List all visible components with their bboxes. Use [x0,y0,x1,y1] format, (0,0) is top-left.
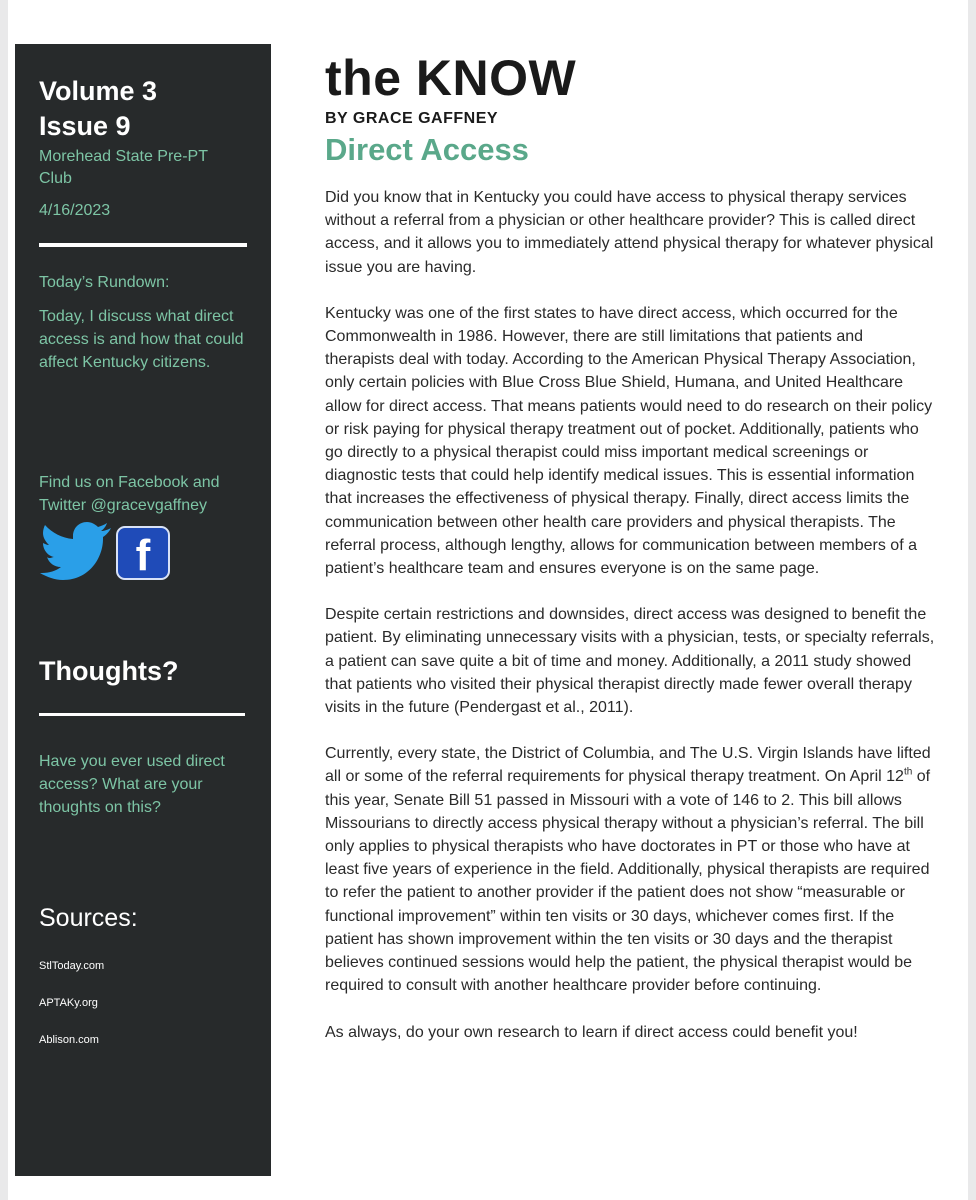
social-icons-graphic [39,518,189,582]
source-link[interactable]: Ablison.com [39,1034,99,1046]
sources-heading: Sources: [39,904,138,932]
newsletter-page [8,0,968,1200]
article-body [325,186,935,1067]
paragraph: Despite certain restrictions and downsides, direct access was designed to benefit the patient. By eliminating unnecessary visits with a physician, tests, or specialty referrals, a patient can save quite a bit of time and money. Additionally, a 2011 study showed that patients who visited their physical therapist directly made fewer overall therapy visits in the future (Pendergast et al., 2011). [325,606,935,717]
sidebar [15,44,271,1176]
social-icons [39,518,189,582]
volume-issue [39,74,157,144]
paragraph: As always, do your own research to learn if direct access could benefit you! [325,1023,858,1041]
paragraph: Kentucky was one of the first states to have direct access, which occurred for the Commonwealth in 1986. However, there are still limitations that patients and therapists deal with today. According to the American Physical Therapy Association, only certain policies with Blue Cross Blue Shield, Humana, and United Healthcare allow for direct access. That means patients would need to do research on their policy or risk paying for physical therapy treatment out of pocket. Additionally, patients who go directly to a physical therapist could miss important medical screenings or diagnostic tests that could help identify medical issues. This is essential information that increases the effectiveness of physical therapy. Finally, direct access limits the communication between other health care providers and physical therapists. The referral process, although lengthy, allows for communication between members of a patient’s healthcare team and ensures everyone is on the same page. [325,304,933,578]
divider [39,713,245,716]
paragraph: Did you know that in Kentucky you could have access to physical therapy services without a referral from a physician or other healthcare provider? This is called direct access, and it allows you to immediately attend physical therapy for whatever physical issue you are having. [325,189,934,276]
paragraph-text: Currently, every state, the District of Columbia, and The U.S. Virgin Islands have lifted all or some of the referral requirements for physical therapy treatment. On April 12 [325,745,931,786]
thoughts-text: Have you ever used direct access? What are your thoughts on this? [39,753,225,816]
paragraph [325,742,935,997]
social-handle-text: Find us on Facebook and Twitter @gracevgaffney [39,474,220,514]
volume-label: Volume 3 [39,76,158,106]
rundown-heading: Today’s Rundown: [39,274,170,291]
rundown-text: Today, I discuss what direct access is and how that could affect Kentucky citizens. [39,308,244,371]
paragraph-text: of this year, Senate Bill 51 passed in Missouri with a vote of 146 to 2. This bill allows Missourians to directly access physical therapy without a physician’s referral. The bill only applies to physical therapists who have doctorates in PT or those who have at least five years of experience in the field. Additionally, physical therapists are required to refer the patient to another provider if the patient does not show “measurable or functional improvement” within ten visits or 30 days, whichever comes first. If the patient has shown improvement within the ten visits or 30 days and the therapist believes continued sessions would help the patient, the physical therapist would be required to consult with another healthcare provider before continuing. [325,768,931,995]
facebook-letter: f [135,531,151,580]
byline: BY GRACE GAFFNEY [325,110,499,127]
thoughts-heading: Thoughts? [39,656,179,686]
club-name: Morehead State Pre-PT Club [39,148,208,187]
source-link[interactable]: StlToday.com [39,960,105,972]
divider [39,243,247,247]
source-link[interactable]: APTAKy.org [39,997,98,1009]
facebook-icon[interactable] [117,527,169,580]
newsletter-title: the KNOW [325,50,577,106]
ordinal-suffix: th [903,767,913,779]
issue-label: Issue 9 [39,111,131,141]
twitter-bird-icon[interactable] [40,522,111,580]
article-heading: Direct Access [325,132,529,167]
issue-date: 4/16/2023 [39,202,111,219]
